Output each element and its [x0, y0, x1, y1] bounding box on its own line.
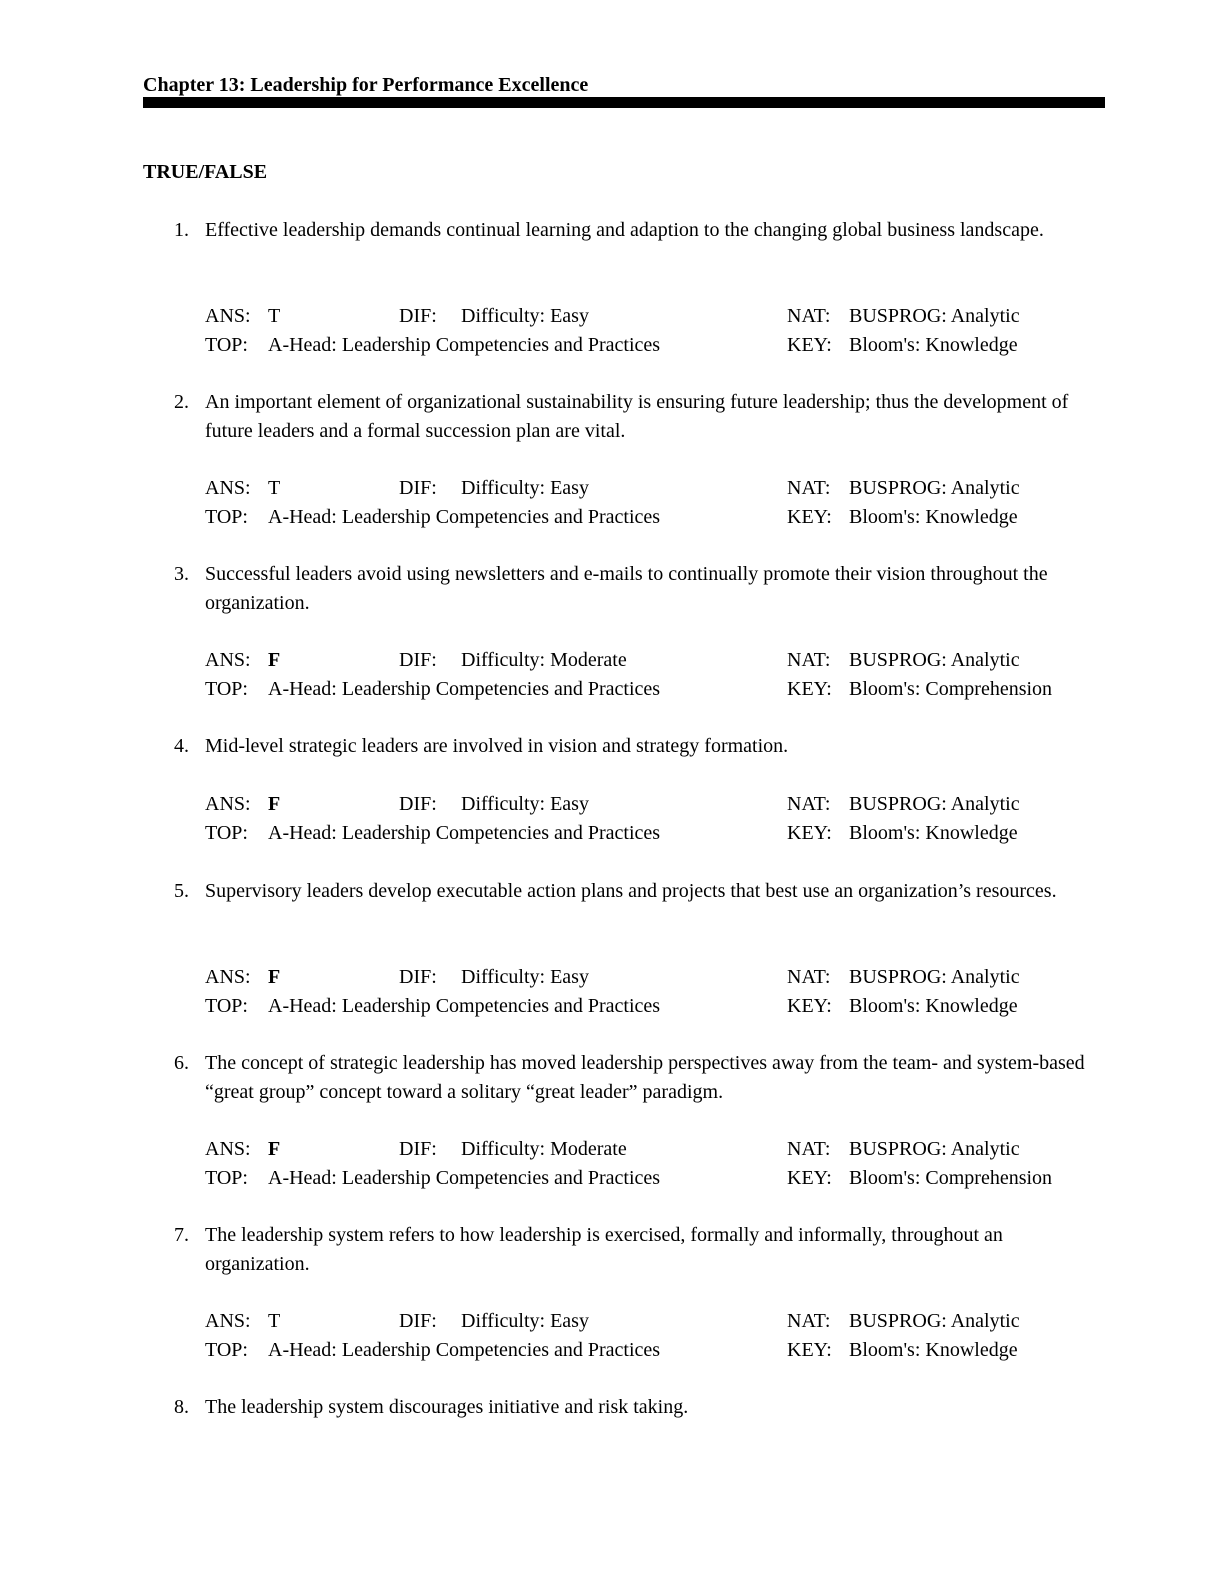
nat-value: BUSPROG: Analytic: [849, 305, 1020, 327]
dif-value: Difficulty: Easy: [461, 966, 589, 988]
question-text: An important element of organizational sustainability is ensuring future leadership; thus the development of future leaders and a formal succession plan are vital.: [205, 391, 1069, 442]
key-value: Bloom's: Knowledge: [849, 1339, 1018, 1361]
question-text: The leadership system refers to how leadership is exercised, formally and informally, throughout an organization.: [205, 1224, 1003, 1275]
question-meta: [205, 963, 1105, 1021]
dif-label: DIF:: [399, 477, 437, 499]
question-text: The concept of strategic leadership has moved leadership perspectives away from the team- and system-based “great group” concept toward a solitary “great leader” paradigm.: [205, 1052, 1085, 1103]
top-label: TOP:: [205, 822, 248, 844]
dif-label: DIF:: [399, 1138, 437, 1160]
key-label: KEY:: [787, 1339, 832, 1361]
title-rule: [143, 97, 1105, 108]
nat-label: NAT:: [787, 477, 831, 499]
nat-label: NAT:: [787, 1310, 831, 1332]
dif-label: DIF:: [399, 1310, 437, 1332]
nat-value: BUSPROG: Analytic: [849, 966, 1020, 988]
dif-label: DIF:: [399, 649, 437, 671]
dif-label: DIF:: [399, 305, 437, 327]
key-label: KEY:: [787, 822, 832, 844]
question-meta: [205, 474, 1105, 532]
ans-value: F: [268, 649, 281, 671]
section-title: TRUE/FALSE: [143, 161, 268, 183]
question-meta: [205, 1135, 1105, 1193]
question-meta: [205, 646, 1105, 704]
question-number: 1.: [174, 219, 189, 241]
dif-value: Difficulty: Easy: [461, 477, 589, 499]
question-number: 8.: [174, 1396, 189, 1418]
nat-value: BUSPROG: Analytic: [849, 793, 1020, 815]
ans-label: ANS:: [205, 649, 251, 671]
top-label: TOP:: [205, 1167, 248, 1189]
top-value: A-Head: Leadership Competencies and Practices: [268, 995, 661, 1017]
dif-value: Difficulty: Easy: [461, 1310, 589, 1332]
ans-label: ANS:: [205, 1138, 251, 1160]
ans-value: T: [268, 1310, 281, 1332]
key-value: Bloom's: Knowledge: [849, 334, 1018, 356]
question-text: Successful leaders avoid using newsletters and e-mails to continually promote their vision throughout the organization.: [205, 563, 1048, 614]
nat-value: BUSPROG: Analytic: [849, 649, 1020, 671]
key-label: KEY:: [787, 334, 832, 356]
chapter-title: Chapter 13: Leadership for Performance Excellence: [143, 74, 589, 96]
question-number: 5.: [174, 880, 189, 902]
key-value: Bloom's: Knowledge: [849, 822, 1018, 844]
ans-value: T: [268, 305, 281, 327]
ans-value: T: [268, 477, 281, 499]
ans-label: ANS:: [205, 966, 251, 988]
question-number: 3.: [174, 563, 189, 585]
question-number: 4.: [174, 735, 189, 757]
top-value: A-Head: Leadership Competencies and Practices: [268, 334, 661, 356]
dif-value: Difficulty: Easy: [461, 793, 589, 815]
ans-label: ANS:: [205, 477, 251, 499]
top-label: TOP:: [205, 995, 248, 1017]
nat-label: NAT:: [787, 793, 831, 815]
nat-label: NAT:: [787, 305, 831, 327]
dif-value: Difficulty: Moderate: [461, 649, 627, 671]
top-value: A-Head: Leadership Competencies and Practices: [268, 678, 661, 700]
dif-label: DIF:: [399, 966, 437, 988]
ans-value: F: [268, 793, 281, 815]
question-meta: [205, 302, 1105, 360]
key-label: KEY:: [787, 1167, 832, 1189]
key-value: Bloom's: Knowledge: [849, 995, 1018, 1017]
question-text: The leadership system discourages initiative and risk taking.: [205, 1396, 689, 1418]
key-label: KEY:: [787, 506, 832, 528]
key-value: Bloom's: Knowledge: [849, 506, 1018, 528]
question-text: Effective leadership demands continual learning and adaption to the changing global business landscape.: [205, 219, 1044, 241]
question-number: 6.: [174, 1052, 189, 1074]
key-value: Bloom's: Comprehension: [849, 678, 1053, 700]
top-value: A-Head: Leadership Competencies and Practices: [268, 822, 661, 844]
dif-label: DIF:: [399, 793, 437, 815]
nat-value: BUSPROG: Analytic: [849, 1138, 1020, 1160]
top-value: A-Head: Leadership Competencies and Practices: [268, 1339, 661, 1361]
ans-label: ANS:: [205, 1310, 251, 1332]
top-value: A-Head: Leadership Competencies and Practices: [268, 506, 661, 528]
ans-label: ANS:: [205, 305, 251, 327]
dif-value: Difficulty: Moderate: [461, 1138, 627, 1160]
nat-value: BUSPROG: Analytic: [849, 477, 1020, 499]
nat-label: NAT:: [787, 1138, 831, 1160]
question-meta: [205, 790, 1105, 848]
top-label: TOP:: [205, 334, 248, 356]
nat-label: NAT:: [787, 966, 831, 988]
ans-label: ANS:: [205, 793, 251, 815]
dif-value: Difficulty: Easy: [461, 305, 589, 327]
ans-value: F: [268, 966, 281, 988]
nat-value: BUSPROG: Analytic: [849, 1310, 1020, 1332]
question-number: 2.: [174, 391, 189, 413]
key-label: KEY:: [787, 995, 832, 1017]
top-label: TOP:: [205, 506, 248, 528]
key-label: KEY:: [787, 678, 832, 700]
key-value: Bloom's: Comprehension: [849, 1167, 1053, 1189]
question-number: 7.: [174, 1224, 189, 1246]
nat-label: NAT:: [787, 649, 831, 671]
top-label: TOP:: [205, 1339, 248, 1361]
top-value: A-Head: Leadership Competencies and Practices: [268, 1167, 661, 1189]
question-text: Mid-level strategic leaders are involved in vision and strategy formation.: [205, 735, 789, 757]
top-label: TOP:: [205, 678, 248, 700]
ans-value: F: [268, 1138, 281, 1160]
question-meta: [205, 1307, 1105, 1365]
question-text: Supervisory leaders develop executable action plans and projects that best use an organization’s resources.: [205, 880, 1057, 902]
